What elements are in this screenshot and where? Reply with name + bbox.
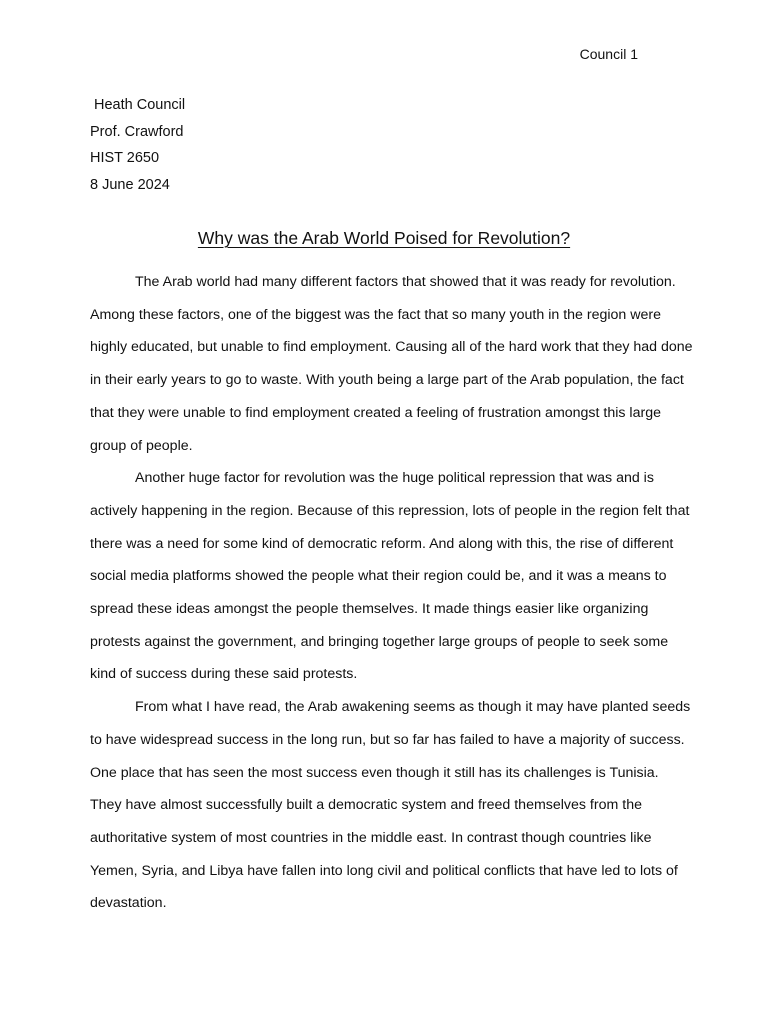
paragraph-line: devastation.: [90, 895, 167, 912]
paragraph-line: Yemen, Syria, and Libya have fallen into long civil and political conflicts that have led to lots of: [90, 862, 678, 879]
paragraph-line: spread these ideas amongst the people themselves. It made things easier like organizing: [90, 601, 649, 618]
paragraph-line: They have almost successfully built a democratic system and freed themselves from the: [90, 797, 642, 814]
paragraph-line: authoritative system of most countries in the middle east. In contrast though countries like: [90, 829, 652, 846]
paragraph-line: kind of success during these said protests.: [90, 666, 358, 683]
essay-body: [90, 266, 693, 920]
paragraph-3: [90, 691, 691, 920]
author-name: Heath Council: [94, 97, 186, 113]
paragraph-line: The Arab world had many different factors that showed that it was ready for revolution.: [135, 274, 676, 290]
paragraph-line: to have widespread success in the long run, but so far has failed to have a majority of success.: [90, 731, 685, 748]
essay-title: Why was the Arab World Poised for Revolution?: [197, 228, 571, 248]
course-code: HIST 2650: [90, 150, 160, 167]
paragraph-line: in their early years to go to waste. With youth being a large part of the Arab population, the fact: [90, 372, 684, 389]
instructor-name: Prof. Crawford: [90, 123, 184, 140]
paragraph-line: highly educated, but unable to find employment. Causing all of the hard work that they had done: [90, 339, 693, 356]
paragraph-line: group of people.: [90, 437, 193, 454]
running-head: Council 1: [579, 46, 638, 62]
paragraph-line: From what I have read, the Arab awakening seems as though it may have planted seeds: [135, 699, 691, 716]
paragraph-line: Another huge factor for revolution was the huge political repression that was and is: [135, 470, 654, 487]
essay-title-container: [0, 226, 768, 250]
paragraph-line: Among these factors, one of the biggest was the fact that so many youth in the region were: [90, 306, 661, 323]
heading-block: [90, 92, 185, 198]
paragraph-line: actively happening in the region. Because of this repression, lots of people in the region felt that: [90, 502, 690, 519]
paragraph-line: there was a need for some kind of democratic reform. And along with this, the rise of different: [90, 535, 674, 552]
paragraph-2: [90, 462, 690, 691]
paragraph-line: protests against the government, and bringing together large groups of people to seek some: [90, 633, 669, 650]
paragraph-line: One place that has seen the most success even though it still has its challenges is Tunisia.: [90, 764, 659, 781]
paragraph-line: that they were unable to find employment created a feeling of frustration amongst this large: [90, 404, 661, 421]
paragraph-line: social media platforms showed the people what their region could be, and it was a means to: [90, 568, 667, 585]
paragraph-1: [90, 266, 693, 462]
document-date: 8 June 2024: [90, 176, 170, 193]
